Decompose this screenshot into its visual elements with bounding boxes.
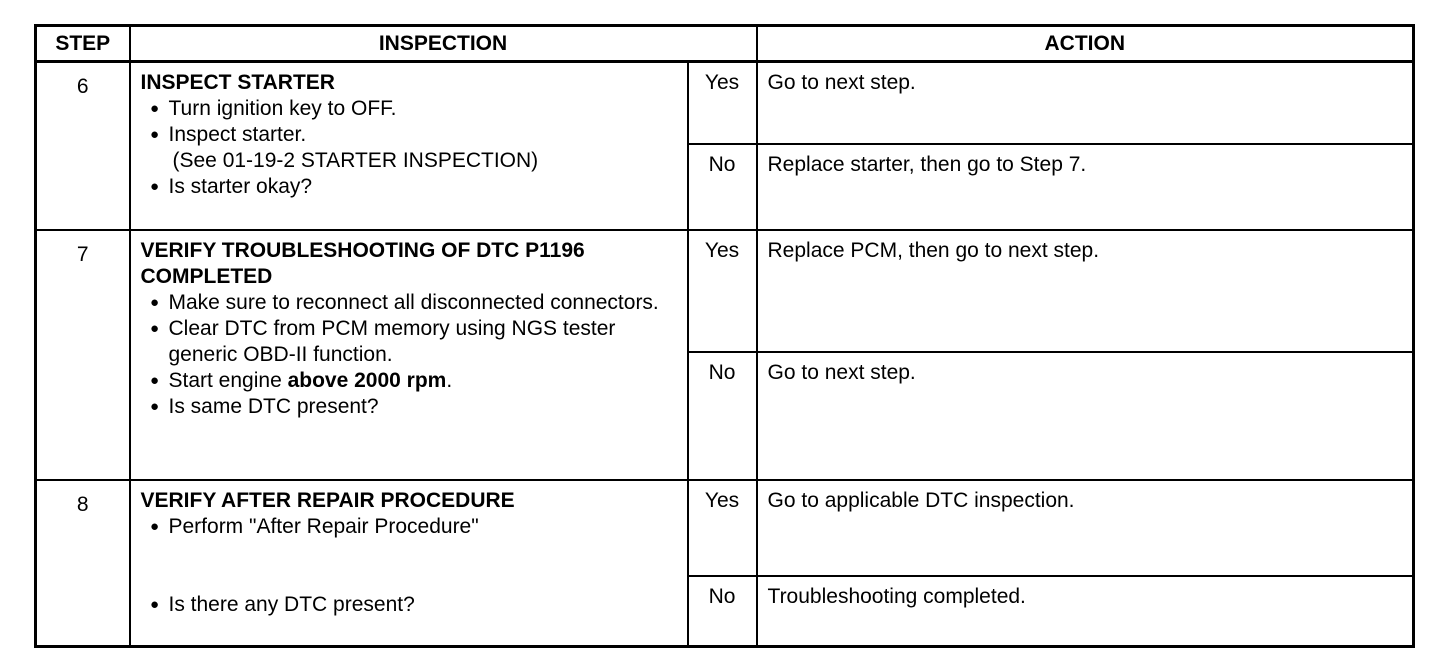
step-6-yes-row (36, 62, 1414, 145)
question-item (141, 174, 679, 200)
step-number (36, 480, 130, 647)
bullet-text: Turn ignition key to OFF. (168, 97, 397, 120)
step-number-text: 6 (76, 75, 89, 98)
inspection-title: VERIFY TROUBLESHOOTING OF DTC P1196 COMPLETED (140, 239, 585, 288)
question-item (141, 394, 679, 420)
yes-label: Yes (688, 62, 757, 145)
no-label: No (688, 352, 757, 480)
step-7-yes-row (36, 230, 1414, 352)
step-number (36, 230, 130, 480)
header-step: STEP (36, 26, 130, 62)
yes-label: Yes (688, 230, 757, 352)
step-number (36, 62, 130, 231)
header-row (36, 26, 1414, 62)
troubleshooting-table (34, 24, 1415, 648)
bullet-text: Make sure to reconnect all disconnected connectors. (168, 291, 659, 314)
bullet-text (169, 368, 679, 394)
inspection-cell (130, 62, 688, 231)
yes-action: Go to applicable DTC inspection. (757, 480, 1414, 576)
bullet-text: Inspect starter. (168, 123, 307, 146)
bullet-item (141, 290, 679, 316)
question-item (141, 592, 679, 618)
bullet-icon: ● (149, 596, 160, 613)
start-engine-prefix: Start engine (168, 369, 288, 392)
yes-label: Yes (688, 480, 757, 576)
step-number-text: 7 (76, 243, 89, 266)
yes-action: Replace PCM, then go to next step. (757, 230, 1414, 352)
step-8-yes-row (36, 480, 1414, 576)
bullet-item (141, 316, 679, 368)
inspection-cell (130, 230, 688, 480)
no-action: Troubleshooting completed. (757, 576, 1414, 647)
bullet-icon: ● (149, 294, 160, 311)
inspection-title: VERIFY AFTER REPAIR PROCEDURE (140, 489, 515, 512)
bullet-item (141, 96, 679, 122)
inspection-title: INSPECT STARTER (140, 71, 335, 94)
no-label: No (688, 144, 757, 230)
no-label: No (688, 576, 757, 647)
bullet-icon: ● (149, 518, 160, 535)
bullet-item (141, 122, 679, 148)
bullet-item (141, 368, 679, 394)
header-inspection: INSPECTION (130, 26, 757, 62)
no-action: Go to next step. (757, 352, 1414, 480)
bullet-text: Clear DTC from PCM memory using NGS tester generic OBD-II function. (168, 317, 616, 366)
step-number-text: 8 (76, 493, 89, 516)
start-engine-rpm: above 2000 rpm (287, 369, 447, 392)
bullet-item (141, 514, 679, 540)
spacer (141, 540, 679, 592)
bullet-icon: ● (149, 100, 160, 117)
bullet-icon: ● (149, 178, 160, 195)
yes-action: Go to next step. (757, 62, 1414, 145)
question-text: Is there any DTC present? (168, 593, 415, 616)
no-action: Replace starter, then go to Step 7. (757, 144, 1414, 230)
start-engine-suffix: . (446, 369, 453, 392)
question-text: Is same DTC present? (168, 395, 379, 418)
bullet-text: Perform "After Repair Procedure" (168, 515, 479, 538)
question-text: Is starter okay? (168, 175, 313, 198)
inspection-cell (130, 480, 688, 647)
bullet-icon: ● (149, 126, 160, 143)
bullet-icon: ● (149, 372, 160, 389)
header-action: ACTION (757, 26, 1414, 62)
reference-note: (See 01-19-2 STARTER INSPECTION) (172, 149, 539, 172)
bullet-icon: ● (149, 398, 160, 415)
bullet-icon: ● (149, 320, 160, 337)
